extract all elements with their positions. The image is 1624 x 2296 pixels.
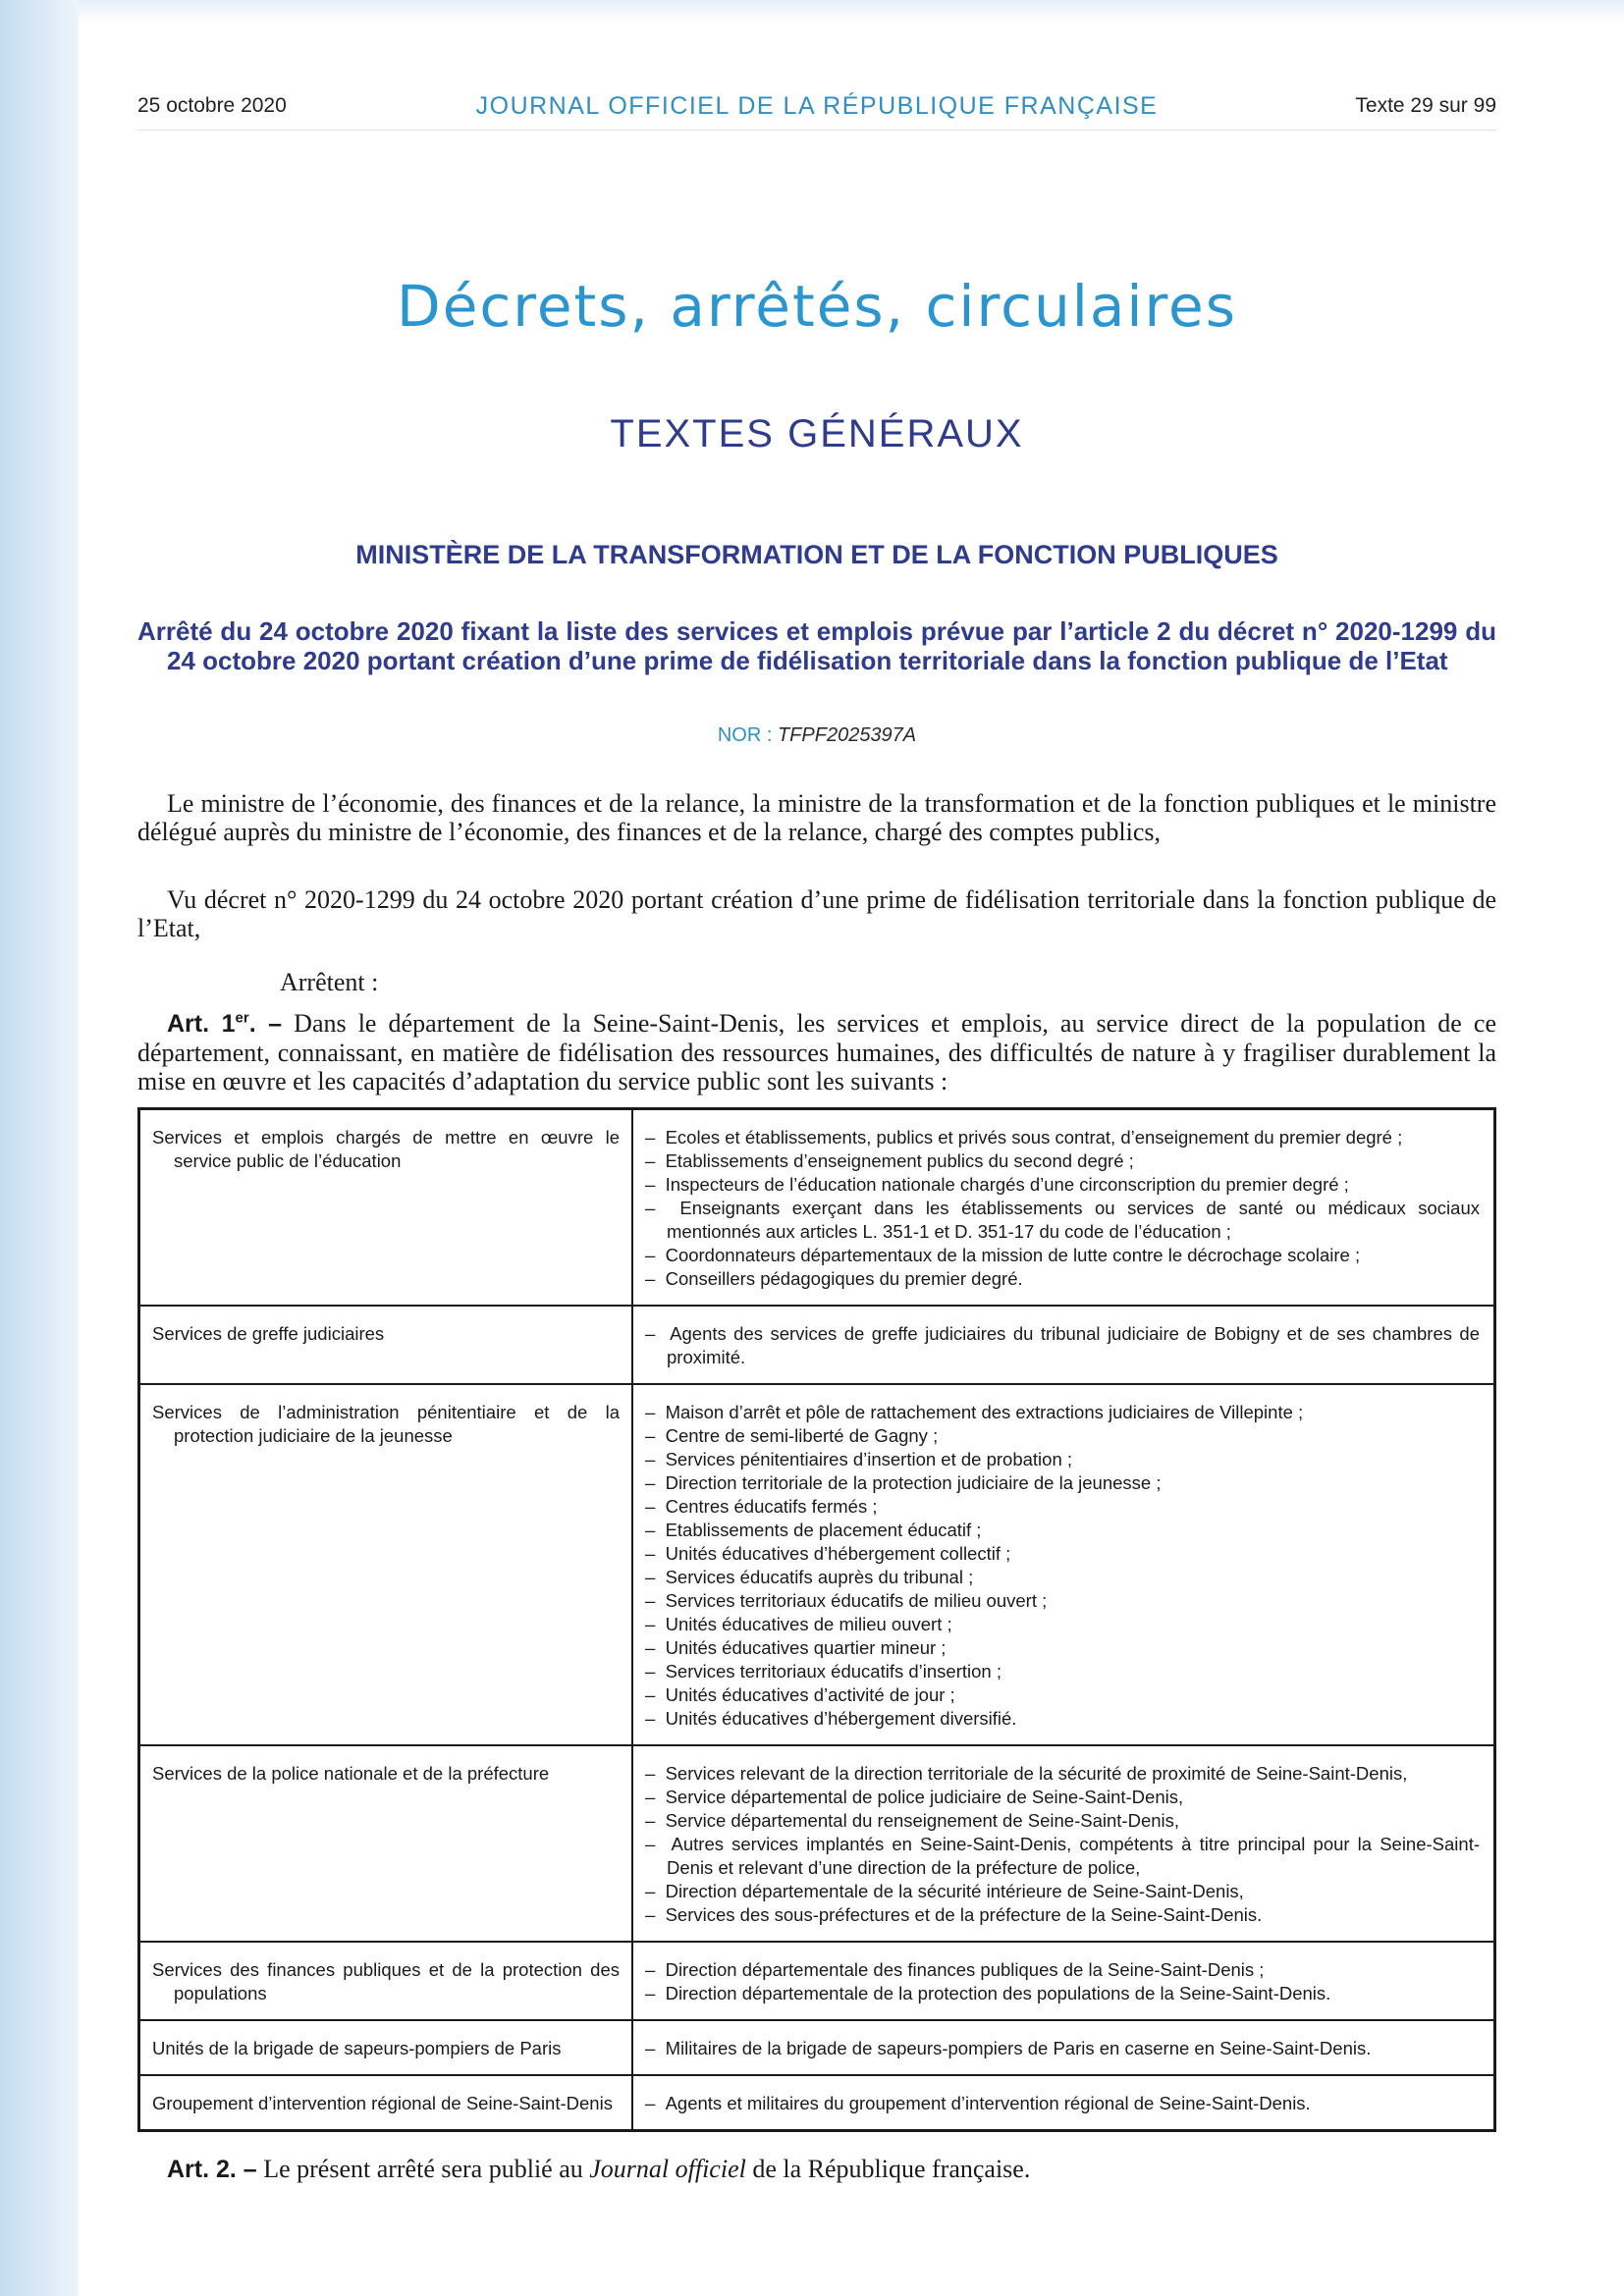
table-row: [140, 1941, 1493, 2019]
header-date: 25 octobre 2020: [137, 94, 287, 117]
ministry-heading: MINISTÈRE DE LA TRANSFORMATION ET DE LA FONCTION PUBLIQUES: [355, 540, 1278, 569]
table-row: [140, 1305, 1493, 1383]
service-cell: [140, 1110, 633, 1305]
list-item: – Service départemental de police judiciaire de Seine-Saint-Denis,: [645, 1786, 1480, 1809]
items-cell: [633, 1746, 1493, 1941]
list-item: – Etablissements de placement éducatif ;: [645, 1519, 1480, 1542]
article-2-journal-name: Journal officiel: [589, 2155, 746, 2183]
items-cell: [633, 1307, 1493, 1383]
list-item: – Centres éducatifs fermés ;: [645, 1495, 1480, 1519]
article-1-text: Dans le département de la Seine-Saint-Denis, les services et emplois, au service direct de la population de ce département, connaissant, en matière de fidélisation des ressources humaines, des difficultés de nature à y fragiliser durablement la mise en œuvre et les capacités d’adaptation du service public sont les suivants :: [137, 1009, 1497, 1095]
service-name: Services des finances publiques et de la protection des populations: [152, 1959, 620, 2003]
article-2-label: Art. 2. –: [167, 2156, 257, 2183]
table-row: [140, 1383, 1493, 1744]
visa-paragraph: Vu décret n° 2020-1299 du 24 octobre 2020 portant création d’une prime de fidélisation territoriale dans la fonction publique de l’Etat,: [137, 885, 1496, 942]
list-item: – Direction départementale de la sécurité intérieure de Seine-Saint-Denis,: [645, 1880, 1480, 1903]
article-2: [167, 2155, 1030, 2184]
article-1-label: Art. 1er. –: [167, 1009, 283, 1038]
list-item: – Direction territoriale de la protection judiciaire de la jeunesse ;: [645, 1471, 1480, 1495]
header-journal-title: JOURNAL OFFICIEL DE LA RÉPUBLIQUE FRANÇAISE: [475, 92, 1159, 120]
service-name: Services et emplois chargés de mettre en œuvre le service public de l’éducation: [152, 1127, 620, 1171]
list-item: – Etablissements d’enseignement publics du second degré ;: [645, 1149, 1480, 1173]
service-cell: [140, 1385, 633, 1744]
service-name: Groupement d’intervention régional de Seine-Saint-Denis: [152, 2093, 613, 2113]
table-row: [140, 2019, 1493, 2074]
list-item: – Autres services implantés en Seine-Saint-Denis, compétents à titre principal pour la Seine-Saint-Denis et relevant d’une direction de la préfecture de police,: [645, 1833, 1480, 1880]
items-cell: [633, 1943, 1493, 2019]
list-item: – Agents des services de greffe judiciaires du tribunal judiciaire de Bobigny et de ses chambres de proximité.: [645, 1322, 1480, 1369]
list-item: – Unités éducatives de milieu ouvert ;: [645, 1613, 1480, 1636]
article-2-text: Le présent arrêté sera publié au: [263, 2155, 583, 2183]
list-item: – Ecoles et établissements, publics et privés sous contrat, d’enseignement du premier degré ;: [645, 1126, 1480, 1149]
list-item: – Centre de semi-liberté de Gagny ;: [645, 1424, 1480, 1448]
items-cell: [633, 1110, 1493, 1305]
service-cell: [140, 2076, 633, 2129]
list-item: – Inspecteurs de l’éducation nationale chargés d’une circonscription du premier degré ;: [645, 1173, 1480, 1197]
list-item: – Militaires de la brigade de sapeurs-pompiers de Paris en caserne en Seine-Saint-Denis.: [645, 2037, 1480, 2060]
nor-label: NOR :: [717, 724, 778, 746]
service-cell: [140, 1307, 633, 1383]
nor-reference: [137, 724, 1496, 747]
list-item: – Service départemental du renseignement de Seine-Saint-Denis,: [645, 1809, 1480, 1833]
list-item: – Services éducatifs auprès du tribunal ;: [645, 1566, 1480, 1589]
service-cell: [140, 1746, 633, 1941]
service-name: Services de greffe judiciaires: [152, 1323, 385, 1344]
left-margin-band: [0, 0, 79, 2296]
table-row: [140, 1744, 1493, 1941]
header-divider: [137, 130, 1496, 131]
list-item: – Direction départementale de la protection des populations de la Seine-Saint-Denis.: [645, 1982, 1480, 2005]
preamble-paragraph: Le ministre de l’économie, des finances et de la relance, la ministre de la transformation et de la fonction publiques et le ministre délégué auprès du ministre de l’économie, des finances et de la relance, chargé des comptes publics,: [137, 789, 1496, 846]
article-1: [137, 1009, 1496, 1095]
article-2-text-end: de la République française.: [752, 2155, 1031, 2183]
list-item: – Maison d’arrêt et pôle de rattachement des extractions judiciaires de Villepinte ;: [645, 1401, 1480, 1424]
list-item: – Unités éducatives d’activité de jour ;: [645, 1683, 1480, 1707]
list-item: – Agents et militaires du groupement d’intervention régional de Seine-Saint-Denis.: [645, 2092, 1480, 2115]
list-item: – Unités éducatives d’hébergement diversifié.: [645, 1707, 1480, 1731]
service-name: Services de la police nationale et de la préfecture: [152, 1763, 550, 1784]
service-name: Unités de la brigade de sapeurs-pompiers de Paris: [152, 2038, 562, 2058]
items-cell: [633, 1385, 1493, 1744]
service-name: Services de l’administration pénitentiaire et de la protection judiciaire de la jeunesse: [152, 1402, 620, 1446]
list-item: – Services pénitentiaires d’insertion et de probation ;: [645, 1448, 1480, 1471]
service-cell: [140, 1943, 633, 2019]
journal-page: [137, 0, 1496, 2296]
list-item: – Coordonnateurs départementaux de la mission de lutte contre le décrochage scolaire ;: [645, 1244, 1480, 1267]
arretent-line: Arrêtent :: [280, 968, 379, 996]
list-item: – Conseillers pédagogiques du premier degré.: [645, 1267, 1480, 1291]
service-cell: [140, 2021, 633, 2074]
list-item: – Unités éducatives d’hébergement collectif ;: [645, 1542, 1480, 1566]
header-text-number: Texte 29 sur 99: [1355, 94, 1496, 117]
list-item: – Services territoriaux éducatifs de milieu ouvert ;: [645, 1589, 1480, 1613]
items-cell: [633, 2076, 1493, 2129]
list-item: – Services des sous-préfectures et de la préfecture de la Seine-Saint-Denis.: [645, 1903, 1480, 1927]
list-item: – Enseignants exerçant dans les établissements ou services de santé ou médicaux sociaux mentionnés aux articles L. 351-1 et D. 351-17 du code de l’éducation ;: [645, 1197, 1480, 1244]
list-item: – Direction départementale des finances publiques de la Seine-Saint-Denis ;: [645, 1958, 1480, 1982]
items-cell: [633, 2021, 1493, 2074]
services-table: [137, 1107, 1496, 2132]
list-item: – Unités éducatives quartier mineur ;: [645, 1636, 1480, 1660]
table-row: [140, 1110, 1493, 1305]
table-row: [140, 2074, 1493, 2129]
arrete-title: Arrêté du 24 octobre 2020 fixant la liste des services et emplois prévue par l’article 2 du décret n° 2020-1299 du 24 octobre 2020 portant création d’une prime de fidélisation territoriale dans la fonction publique de l’Etat: [137, 616, 1496, 675]
list-item: – Services relevant de la direction territoriale de la sécurité de proximité de Seine-Saint-Denis,: [645, 1762, 1480, 1786]
nor-value: TFPF2025397A: [777, 724, 917, 746]
list-item: – Services territoriaux éducatifs d’insertion ;: [645, 1660, 1480, 1683]
subsection-title: TEXTES GÉNÉRAUX: [610, 412, 1024, 455]
section-title: Décrets, arrêtés, circulaires: [397, 273, 1237, 340]
